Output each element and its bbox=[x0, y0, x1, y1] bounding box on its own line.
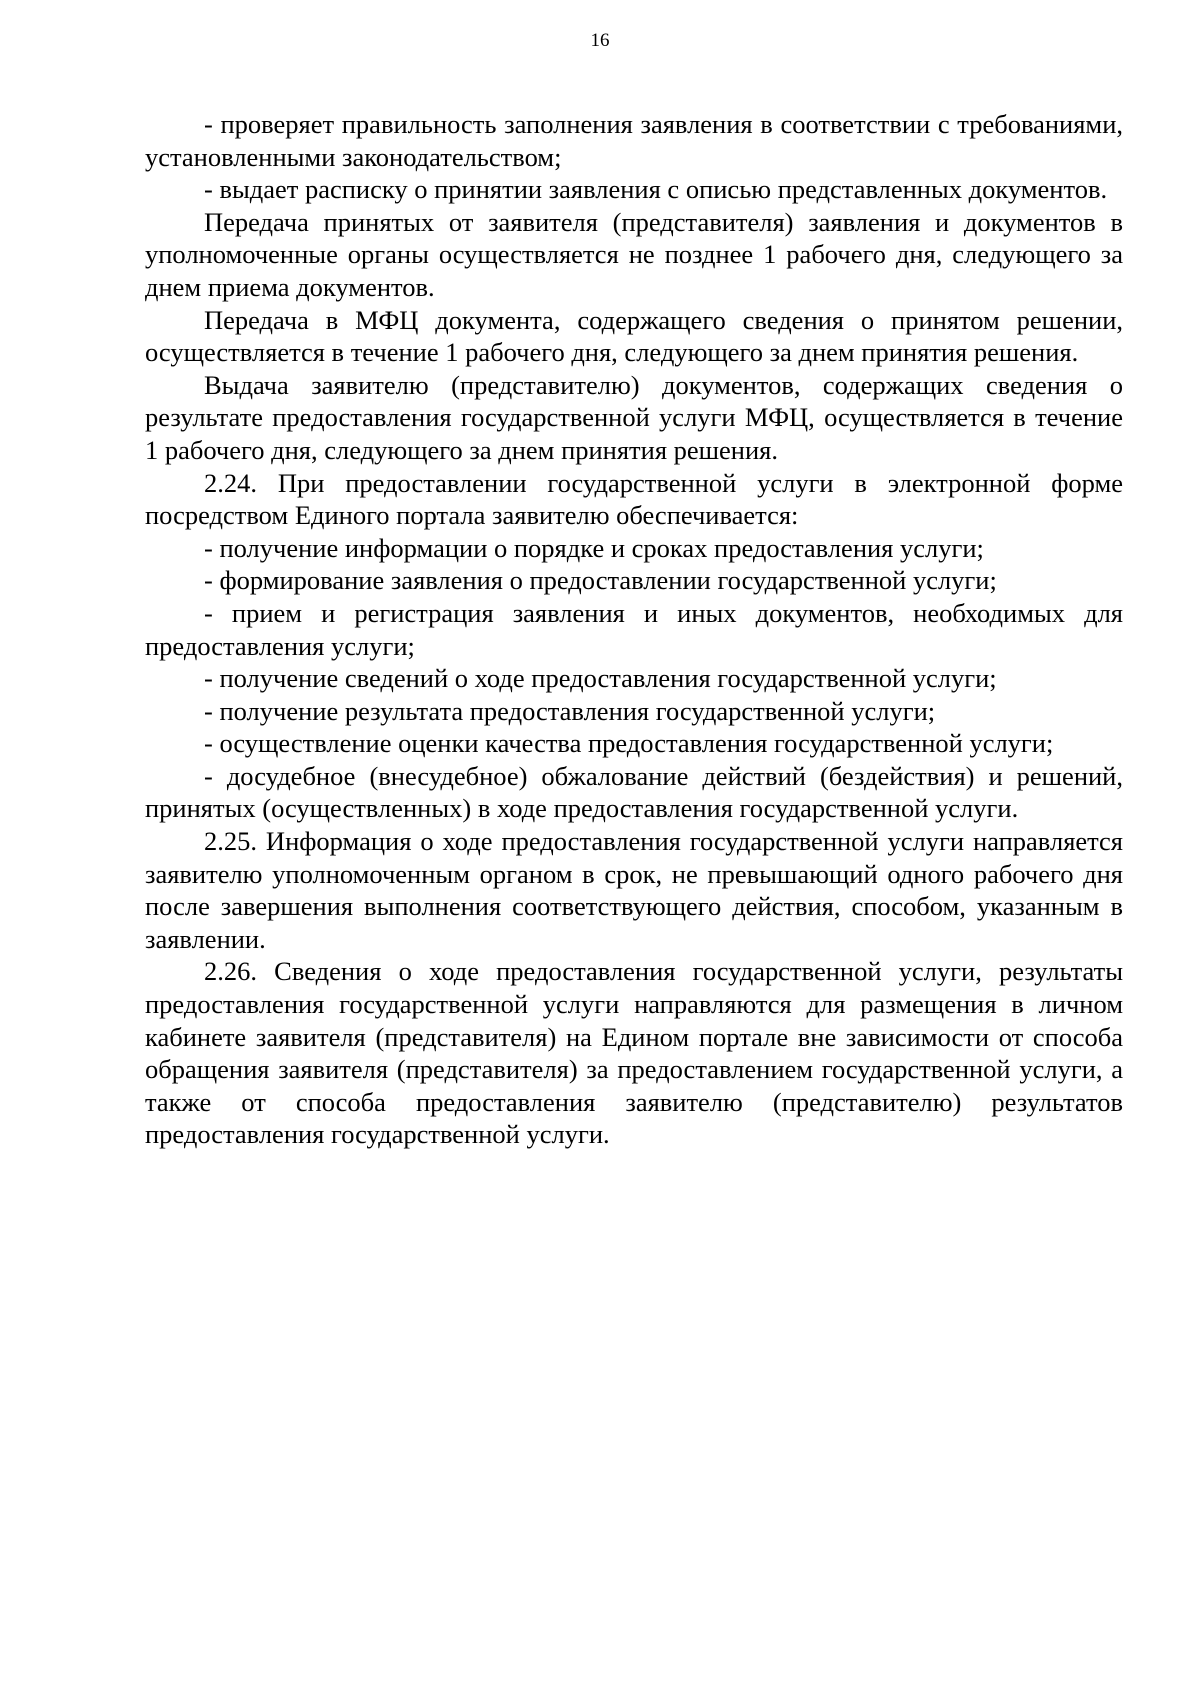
document-body bbox=[145, 108, 1123, 1151]
paragraph-transfer-documents: Передача принятых от заявителя (представителя) заявления и документов в уполномоченные органы осуществляется не позднее 1 рабочего дня, следующего за днем приема документов. bbox=[145, 206, 1123, 302]
paragraph-issue-to-applicant: Выдача заявителю (представителю) документов, содержащих сведения о результате предоставления государственной услуги МФЦ, осуществляется в течение 1 рабочего дня, следующего за днем принятия решения. bbox=[145, 369, 1123, 465]
list-item-appeal: - досудебное (внесудебное) обжалование действий (бездействия) и решений, принятых (осуществленных) в ходе предоставления государственной услуги. bbox=[145, 760, 1123, 824]
list-item-progress-info: - получение сведений о ходе предоставления государственной услуги; bbox=[204, 663, 997, 694]
list-item-result: - получение результата предоставления государственной услуги; bbox=[204, 695, 936, 726]
list-item-form-application: - формирование заявления о предоставлении государственной услуги; bbox=[204, 565, 997, 596]
paragraph-transfer-to-mfc: Передача в МФЦ документа, содержащего сведения о принятом решении, осуществляется в течение 1 рабочего дня, следующего за днем принятия решения. bbox=[145, 304, 1123, 368]
paragraph-checks-application: - проверяет правильность заполнения заявления в соответствии с требованиями, установленными законодательством; bbox=[145, 109, 1123, 172]
list-item-quality-assessment: - осуществление оценки качества предоставления государственной услуги; bbox=[204, 728, 1054, 759]
paragraph-issues-receipt: - выдает расписку о принятии заявления с описью представленных документов. bbox=[204, 174, 1108, 205]
paragraph-section-2-26: 2.26. Сведения о ходе предоставления государственной услуги, результаты предоставления государственной услуги направляются для размещения в личном кабинете заявителя (представителя) на Едином портале вне зависимости от способа обращения заявителя (представителя) за предоставлением государственной услуги, а также от способа предоставления заявителю (представителю) результатов предоставления государственной услуги. bbox=[145, 956, 1123, 1150]
page-number: 16 bbox=[590, 30, 610, 51]
list-item-information: - получение информации о порядке и сроках предоставления услуги; bbox=[204, 532, 984, 563]
list-item-registration: - прием и регистрация заявления и иных документов, необходимых для предоставления услуги; bbox=[145, 597, 1123, 661]
paragraph-section-2-25: 2.25. Информация о ходе предоставления государственной услуги направляется заявителю уполномоченным органом в срок, не превышающий одного рабочего дня после завершения выполнения соответствующего действия, способом, указанным в заявлении. bbox=[145, 826, 1123, 954]
paragraph-section-2-24: 2.24. При предоставлении государственной услуги в электронной форме посредством Единого портала заявителю обеспечивается: bbox=[145, 467, 1123, 531]
